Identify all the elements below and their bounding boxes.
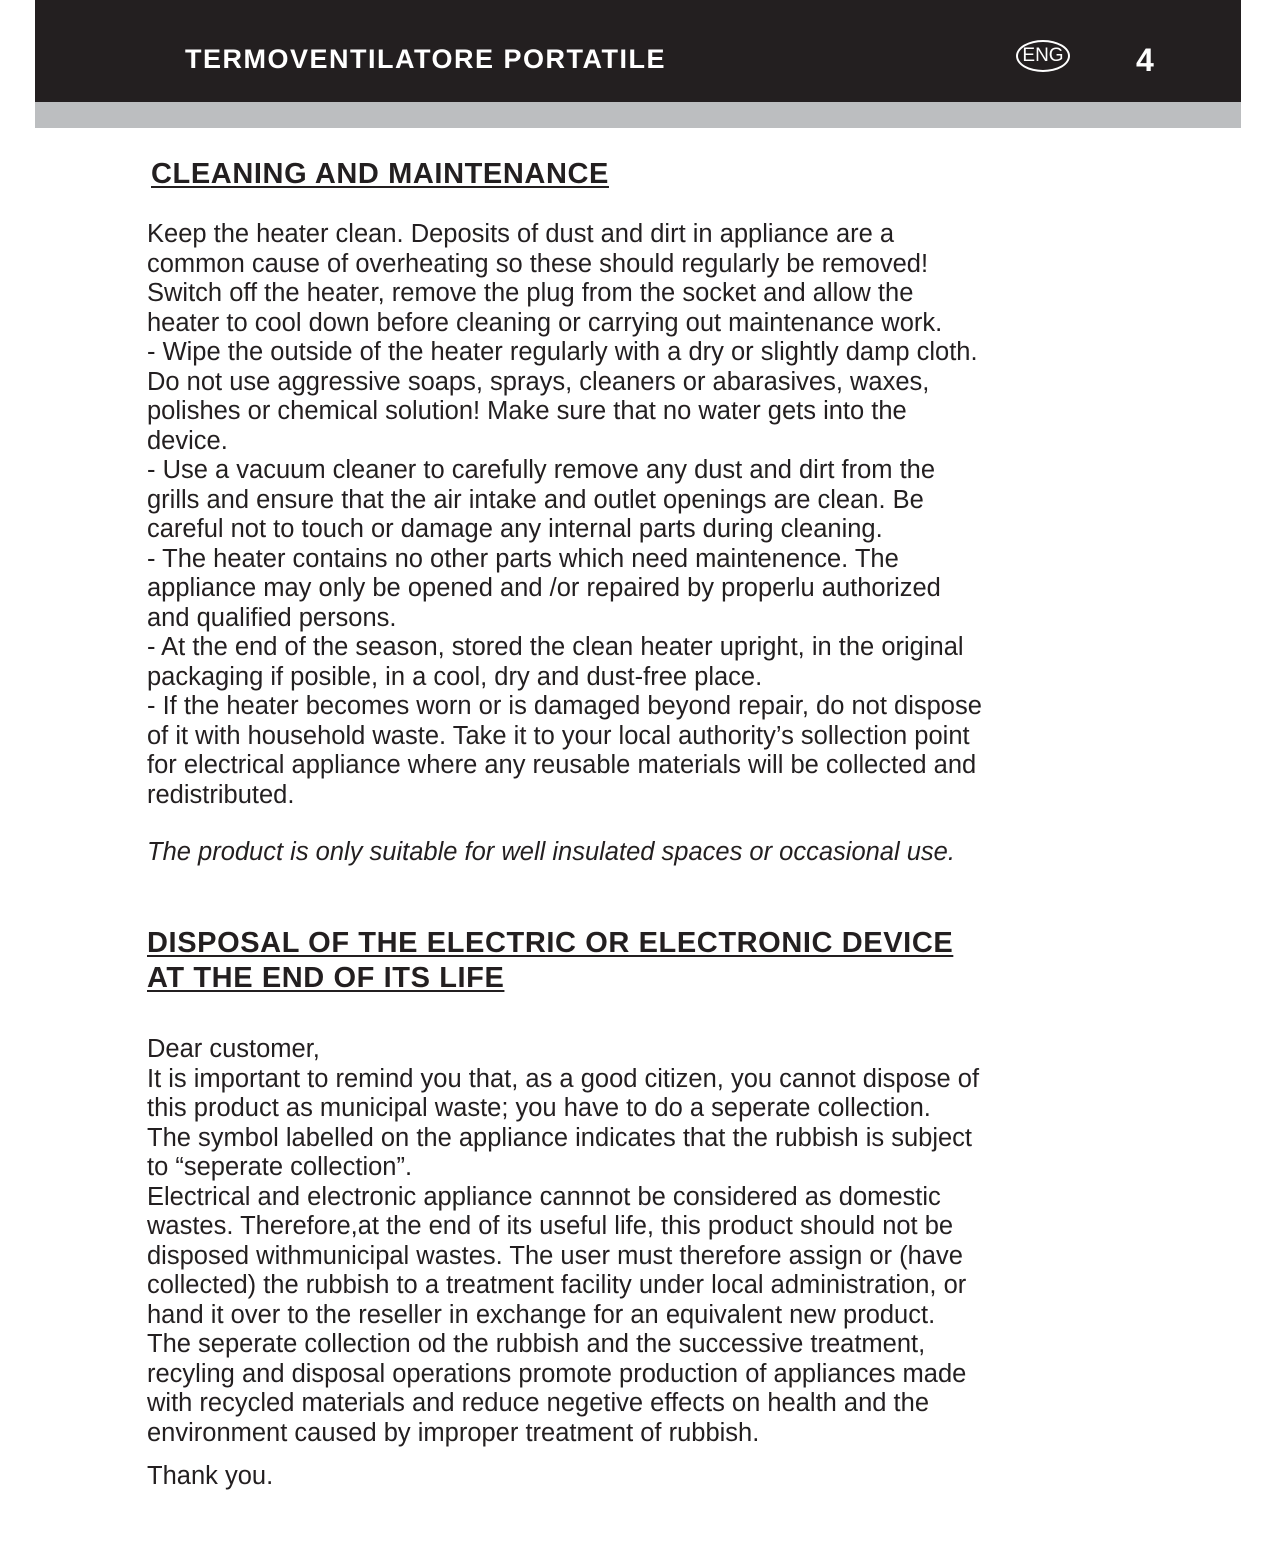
- cleaning-line: common cause of overheating so these should regularly be removed!: [147, 249, 929, 278]
- header-sub-bar: [35, 102, 1241, 128]
- disposal-heading-line1: DISPOSAL OF THE ELECTRIC OR ELECTRONIC DEVICE: [147, 927, 954, 959]
- document-title: TERMOVENTILATORE PORTATILE: [185, 44, 666, 74]
- page-number: 4: [1136, 42, 1154, 78]
- cleaning-line: and qualified persons.: [147, 603, 397, 632]
- cleaning-line: packaging if posible, in a cool, dry and dust-free place.: [147, 662, 763, 691]
- disposal-line: environment caused by improper treatment of rubbish.: [147, 1418, 760, 1447]
- cleaning-line: careful not to touch or damage any internal parts during cleaning.: [147, 515, 883, 543]
- disposal-line: It is important to remind you that, as a good citizen, you cannot dispose of: [147, 1064, 980, 1093]
- cleaning-line: device.: [147, 426, 228, 455]
- cleaning-body: [147, 220, 1157, 810]
- disposal-heading-line2: AT THE END OF ITS LIFE: [147, 962, 505, 994]
- cleaning-line: - Wipe the outside of the heater regularly with a dry or slightly damp cloth.: [147, 338, 978, 366]
- cleaning-line: Switch off the heater, remove the plug from the socket and allow the: [147, 279, 914, 307]
- cleaning-line: grills and ensure that the air intake and outlet openings are clean. Be: [147, 485, 924, 514]
- cleaning-line: - The heater contains no other parts which need maintenence. The: [147, 544, 899, 573]
- cleaning-line: Do not use aggressive soaps, sprays, cleaners or abarasives, waxes,: [147, 367, 930, 396]
- language-badge: ENG: [1016, 40, 1070, 72]
- cleaning-line: of it with household waste. Take it to your local authority’s sollection point: [147, 721, 970, 750]
- cleaning-line: Keep the heater clean. Deposits of dust and dirt in appliance are a: [147, 220, 895, 248]
- disposal-line: disposed withmunicipal wastes. The user must therefore assign or (have: [147, 1241, 963, 1270]
- usage-note: The product is only suitable for well insulated spaces or occasional use.: [147, 838, 955, 866]
- cleaning-line: polishes or chemical solution! Make sure that no water gets into the: [147, 397, 907, 425]
- cleaning-line: for electrical appliance where any reusable materials will be collected and: [147, 751, 977, 779]
- cleaning-line: - Use a vacuum cleaner to carefully remove any dust and dirt from the: [147, 456, 936, 484]
- disposal-body: [147, 1035, 1157, 1448]
- disposal-line: with recycled materials and reduce negetive effects on health and the: [147, 1389, 930, 1417]
- disposal-line: collected) the rubbish to a treatment facility under local administration, or: [147, 1271, 967, 1299]
- cleaning-line: - If the heater becomes worn or is damaged beyond repair, do not dispose: [147, 692, 982, 720]
- cleaning-heading: CLEANING AND MAINTENANCE: [151, 158, 609, 190]
- disposal-line: Electrical and electronic appliance cannnot be considered as domestic: [147, 1182, 941, 1211]
- disposal-line: The symbol labelled on the appliance indicates that the rubbish is subject: [147, 1123, 973, 1152]
- disposal-line: Dear customer,: [147, 1035, 320, 1063]
- cleaning-line: appliance may only be opened and /or repaired by properlu authorized: [147, 574, 941, 602]
- cleaning-line: - At the end of the season, stored the clean heater upright, in the original: [147, 633, 964, 661]
- disposal-line: wastes. Therefore,at the end of its useful life, this product should not be: [147, 1212, 954, 1240]
- cleaning-line: redistributed.: [147, 780, 295, 809]
- closing-thanks: Thank you.: [147, 1462, 274, 1490]
- disposal-line: recyling and disposal operations promote production of appliances made: [147, 1359, 967, 1388]
- cleaning-line: heater to cool down before cleaning or carrying out maintenance work.: [147, 308, 943, 337]
- disposal-line: to “seperate collection”.: [147, 1153, 413, 1181]
- disposal-line: this product as municipal waste; you have to do a seperate collection.: [147, 1094, 931, 1122]
- disposal-line: The seperate collection od the rubbish and the successive treatment,: [147, 1330, 926, 1358]
- disposal-line: hand it over to the reseller in exchange for an equivalent new product.: [147, 1300, 936, 1329]
